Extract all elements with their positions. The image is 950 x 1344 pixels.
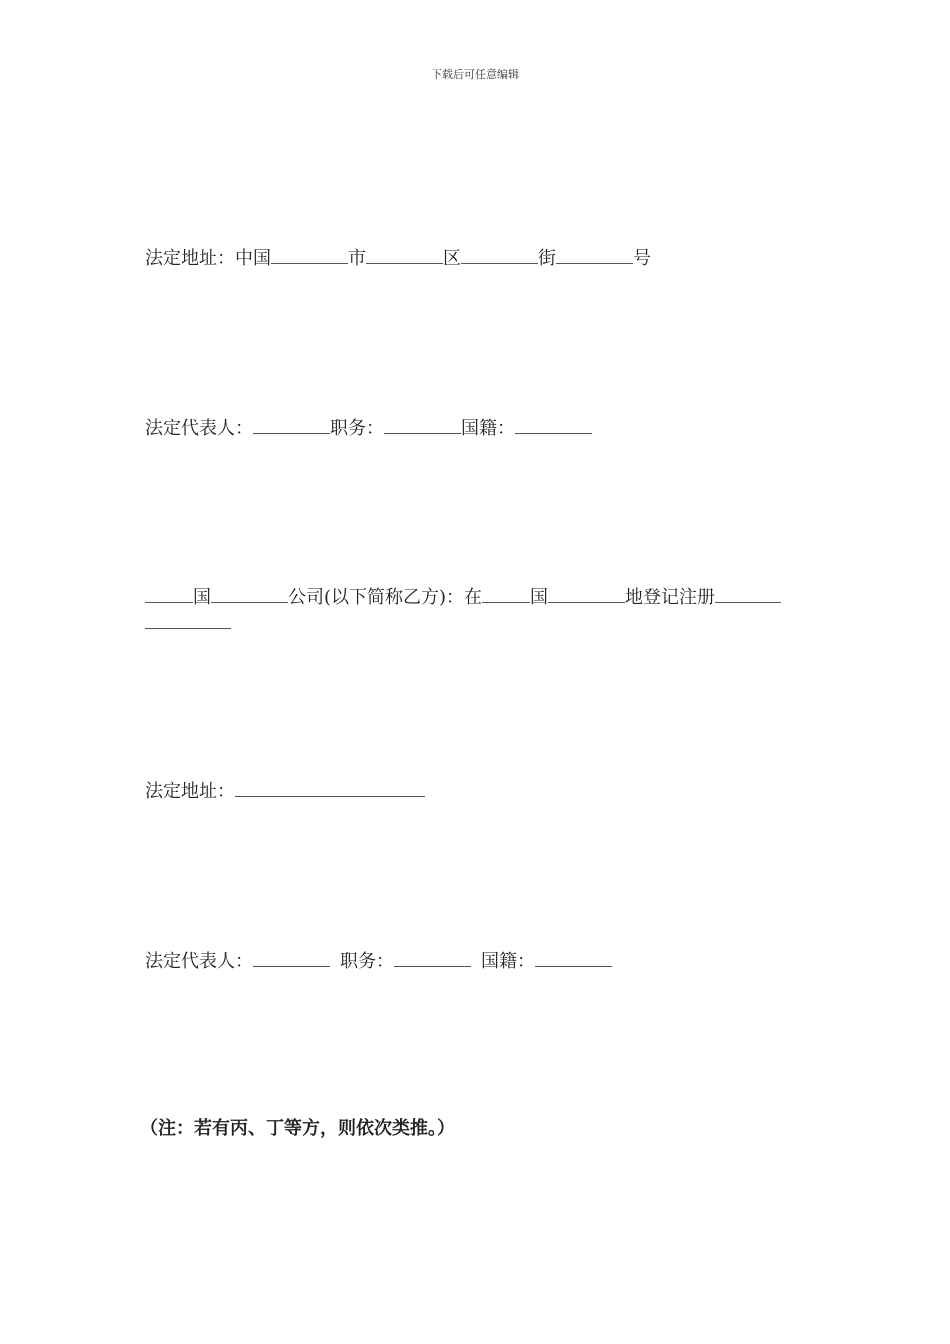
registered-label: 地登记注册 [625, 587, 716, 608]
party-b-representative-blank[interactable] [253, 949, 330, 967]
number-label: 号 [633, 248, 651, 269]
number-blank[interactable] [556, 246, 633, 264]
party-b-nationality-blank[interactable] [535, 949, 612, 967]
city-label: 市 [348, 248, 366, 269]
party-b-representative-line [145, 949, 612, 974]
position-label: 职务： [330, 418, 384, 439]
registration-place-blank[interactable] [548, 585, 625, 603]
nationality-blank[interactable] [515, 416, 592, 434]
company-label: 公司(以下简称乙方)：在 [288, 587, 483, 608]
party-b-representative-label: 法定代表人： [145, 951, 253, 972]
street-label: 街 [538, 248, 556, 269]
registration-blank-continued[interactable] [145, 611, 231, 629]
city-blank[interactable] [271, 246, 348, 264]
registration-country-blank[interactable] [482, 585, 530, 603]
address-label: 法定地址：中国 [145, 248, 271, 269]
position-blank[interactable] [384, 416, 461, 434]
country-label: 国 [193, 587, 211, 608]
party-b-address-blank[interactable] [235, 779, 425, 797]
party-b-position-blank[interactable] [394, 949, 471, 967]
page-header: 下载后可任意编辑 [431, 68, 519, 81]
note-text: （注：若有丙、丁等方，则依次类推。） [140, 1118, 455, 1139]
party-b-nationality-label: 国籍： [481, 951, 535, 972]
country2-label: 国 [530, 587, 549, 608]
party-a-representative-line [145, 416, 592, 441]
party-a-address-line [145, 246, 651, 271]
party-b-address-label: 法定地址： [145, 781, 235, 802]
company-name-blank[interactable] [211, 585, 288, 603]
district-label: 区 [443, 248, 461, 269]
party-b-address-line [145, 779, 425, 804]
party-b-position-label: 职务： [340, 951, 394, 972]
district-blank[interactable] [366, 246, 443, 264]
party-b-company-line [145, 585, 781, 610]
representative-blank[interactable] [253, 416, 330, 434]
nationality-label: 国籍： [461, 418, 515, 439]
party-b-company-line-continued [145, 611, 231, 636]
representative-label: 法定代表人： [145, 418, 253, 439]
registration-blank[interactable] [715, 585, 781, 603]
street-blank[interactable] [461, 246, 538, 264]
party-b-country-blank[interactable] [145, 585, 193, 603]
